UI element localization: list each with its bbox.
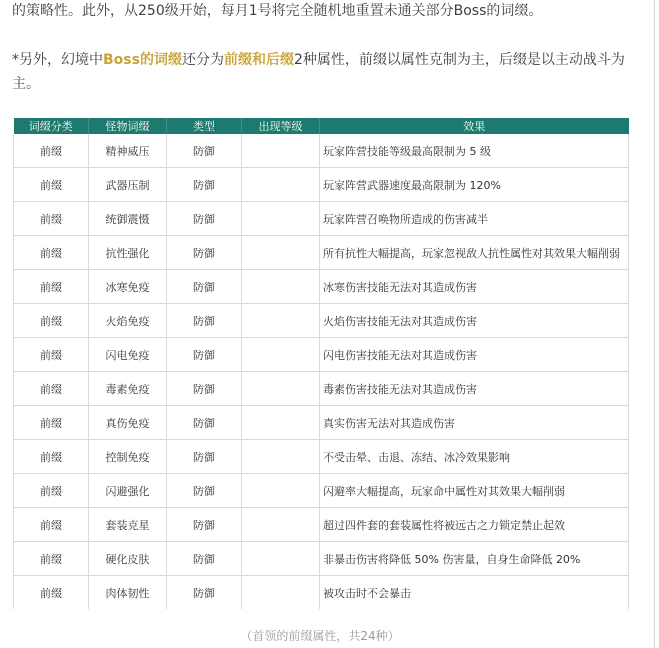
effect-cell: 玩家阵营召唤物所造成的伤害减半	[320, 202, 629, 236]
appear-level-cell	[242, 338, 320, 372]
table-row	[14, 304, 629, 338]
appear-level-cell	[242, 576, 320, 610]
appear-level-cell	[242, 270, 320, 304]
note-text-b: 还分为	[181, 52, 224, 68]
type-cell: 防御	[167, 440, 242, 474]
affix-category-cell: 前缀	[14, 508, 89, 542]
type-cell: 防御	[167, 338, 242, 372]
table-row	[14, 372, 629, 406]
monster-affix-cell: 统御震慑	[89, 202, 167, 236]
affix-category-cell: 前缀	[14, 168, 89, 202]
header-monster-affix: 怪物词缀	[89, 118, 167, 134]
note-text-a: *另外，幻境中	[12, 52, 103, 68]
monster-affix-cell: 闪电免疫	[89, 338, 167, 372]
type-cell: 防御	[167, 576, 242, 610]
affix-category-cell: 前缀	[14, 202, 89, 236]
table-row	[14, 474, 629, 508]
affix-category-cell: 前缀	[14, 440, 89, 474]
affix-category-cell: 前缀	[14, 542, 89, 576]
table-row	[14, 440, 629, 474]
type-cell: 防御	[167, 406, 242, 440]
effect-cell: 冰寒伤害技能无法对其造成伤害	[320, 270, 629, 304]
appear-level-cell	[242, 134, 320, 168]
type-cell: 防御	[167, 542, 242, 576]
type-cell: 防御	[167, 270, 242, 304]
type-cell: 防御	[167, 508, 242, 542]
type-cell: 防御	[167, 134, 242, 168]
affix-category-cell: 前缀	[14, 236, 89, 270]
header-effect: 效果	[320, 118, 629, 134]
monster-affix-cell: 武器压制	[89, 168, 167, 202]
monster-affix-cell: 火焰免疫	[89, 304, 167, 338]
table-header-row	[14, 118, 629, 134]
affix-category-cell: 前缀	[14, 576, 89, 610]
effect-cell: 火焰伤害技能无法对其造成伤害	[320, 304, 629, 338]
appear-level-cell	[242, 202, 320, 236]
type-cell: 防御	[167, 236, 242, 270]
affix-category-cell: 前缀	[14, 406, 89, 440]
appear-level-cell	[242, 372, 320, 406]
prefix-suffix-highlight: 前缀和后缀	[223, 52, 294, 68]
table-row	[14, 338, 629, 372]
header-affix-category: 词缀分类	[14, 118, 89, 134]
header-type: 类型	[167, 118, 242, 134]
appear-level-cell	[242, 304, 320, 338]
table-row	[14, 406, 629, 440]
appear-level-cell	[242, 236, 320, 270]
effect-cell: 闪避率大幅提高，玩家命中属性对其效果大幅削弱	[320, 474, 629, 508]
boss-affix-highlight: Boss的词缀	[103, 52, 182, 68]
monster-affix-cell: 精神威压	[89, 134, 167, 168]
effect-cell: 不受击晕、击退、冻结、冰冷效果影响	[320, 440, 629, 474]
type-cell: 防御	[167, 168, 242, 202]
type-cell: 防御	[167, 474, 242, 508]
appear-level-cell	[242, 508, 320, 542]
monster-affix-cell: 毒素免疫	[89, 372, 167, 406]
table-row	[14, 270, 629, 304]
table-row	[14, 236, 629, 270]
effect-cell: 超过四件套的套装属性将被远古之力锁定禁止起效	[320, 508, 629, 542]
affix-table	[13, 118, 629, 609]
appear-level-cell	[242, 542, 320, 576]
monster-affix-cell: 真伤免疫	[89, 406, 167, 440]
table-row	[14, 508, 629, 542]
page-edge-divider	[654, 0, 655, 648]
monster-affix-cell: 控制免疫	[89, 440, 167, 474]
appear-level-cell	[242, 168, 320, 202]
appear-level-cell	[242, 406, 320, 440]
effect-cell: 闪电伤害技能无法对其造成伤害	[320, 338, 629, 372]
table-caption: （首领的前缀属性，共24种）	[240, 629, 400, 643]
effect-cell: 被攻击时不会暴击	[320, 576, 629, 610]
header-appear-level: 出现等级	[242, 118, 320, 134]
type-cell: 防御	[167, 202, 242, 236]
affix-category-cell: 前缀	[14, 134, 89, 168]
table-row	[14, 168, 629, 202]
affix-category-cell: 前缀	[14, 338, 89, 372]
effect-cell: 玩家阵营技能等级最高限制为 5 级	[320, 134, 629, 168]
monster-affix-cell: 肉体韧性	[89, 576, 167, 610]
affix-category-cell: 前缀	[14, 474, 89, 508]
appear-level-cell	[242, 440, 320, 474]
table-row	[14, 542, 629, 576]
type-cell: 防御	[167, 304, 242, 338]
affix-category-cell: 前缀	[14, 372, 89, 406]
intro-paragraph: 的策略性。此外，从250级开始，每月1号将完全随机地重置未通关部分Boss的词缀。	[12, 3, 543, 19]
affix-note-paragraph	[12, 48, 652, 96]
affix-category-cell: 前缀	[14, 270, 89, 304]
type-cell: 防御	[167, 372, 242, 406]
effect-cell: 真实伤害无法对其造成伤害	[320, 406, 629, 440]
affix-category-cell: 前缀	[14, 304, 89, 338]
table-row	[14, 202, 629, 236]
monster-affix-cell: 闪避强化	[89, 474, 167, 508]
appear-level-cell	[242, 474, 320, 508]
monster-affix-cell: 抗性强化	[89, 236, 167, 270]
effect-cell: 毒素伤害技能无法对其造成伤害	[320, 372, 629, 406]
effect-cell: 所有抗性大幅提高，玩家忽视敌人抗性属性对其效果大幅削弱	[320, 236, 629, 270]
table-row	[14, 134, 629, 168]
note-text-c: 2种属性，前缀以属性克制为主，后缀是以主动战斗为主。	[12, 52, 625, 92]
monster-affix-cell: 套装克星	[89, 508, 167, 542]
effect-cell: 非暴击伤害将降低 50% 伤害量，自身生命降低 20%	[320, 542, 629, 576]
monster-affix-cell: 冰寒免疫	[89, 270, 167, 304]
monster-affix-cell: 硬化皮肤	[89, 542, 167, 576]
table-row	[14, 576, 629, 610]
effect-cell: 玩家阵营武器速度最高限制为 120%	[320, 168, 629, 202]
